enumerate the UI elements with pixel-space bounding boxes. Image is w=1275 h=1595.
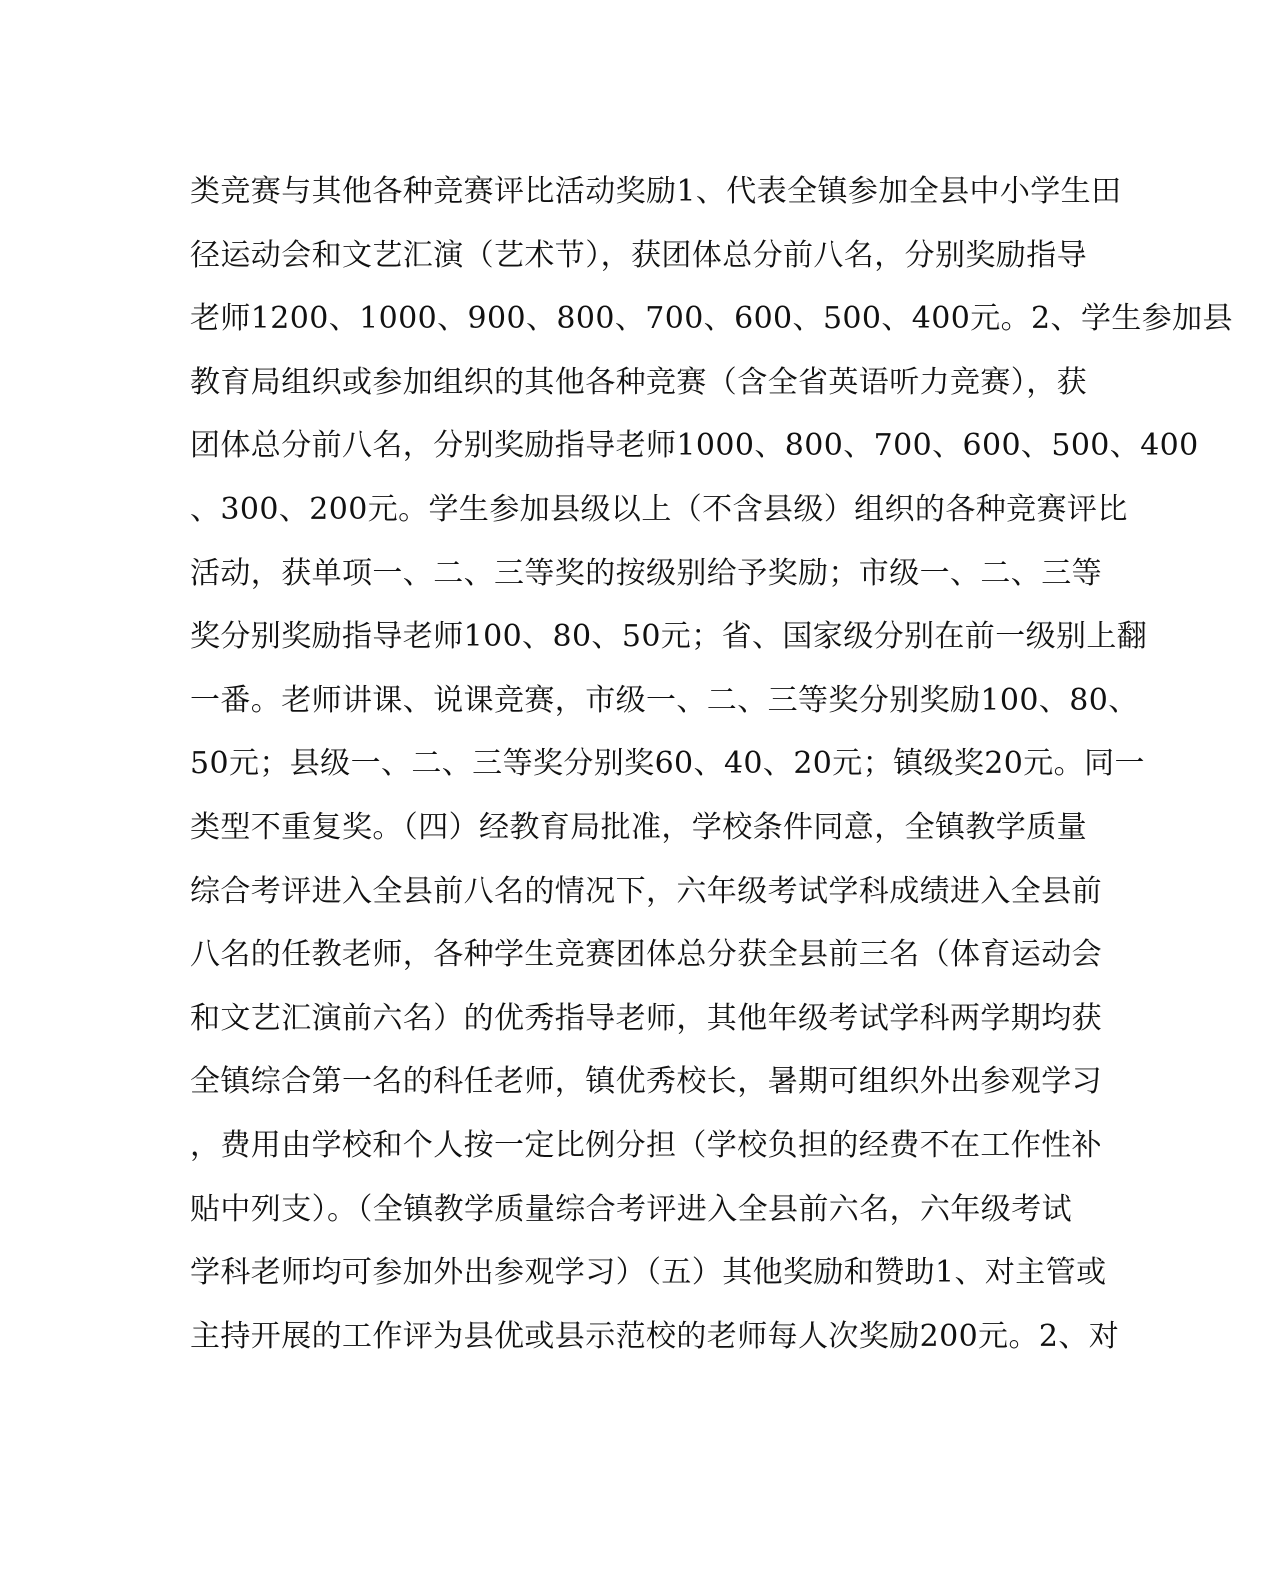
text-line: ，费用由学校和个人按一定比例分担（学校负担的经费不在工作性补 [190, 1127, 1102, 1163]
text-line: 贴中列支）。（全镇教学质量综合考评进入全县前六名，六年级考试 [190, 1191, 1072, 1227]
text-line: 教育局组织或参加组织的其他各种竞赛（含全省英语听力竞赛），获 [190, 364, 1087, 400]
text-line: 50元；县级一、二、三等奖分别奖60、40、20元；镇级奖20元。同一 [190, 746, 1145, 782]
text-line: 类型不重复奖。（四）经教育局批准，学校条件同意，全镇教学质量 [190, 809, 1087, 845]
text-line: 八名的任教老师，各种学生竞赛团体总分获全县前三名（体育运动会 [190, 937, 1102, 973]
text-line: 全镇综合第一名的科任老师，镇优秀校长，暑期可组织外出参观学习 [190, 1064, 1102, 1100]
document-body [190, 160, 1233, 1368]
text-line: 、300、200元。学生参加县级以上（不含县级）组织的各种竞赛评比 [190, 491, 1128, 527]
text-line: 和文艺汇演前六名）的优秀指导老师，其他年级考试学科两学期均获 [190, 1000, 1102, 1036]
text-line: 径运动会和文艺汇演（艺术节），获团体总分前八名，分别奖励指导 [190, 237, 1087, 273]
text-line: 学科老师均可参加外出参观学习）（五）其他奖励和赞助1、对主管或 [190, 1255, 1107, 1291]
text-line: 老师1200、1000、900、800、700、600、500、400元。2、学生参加县 [190, 301, 1233, 337]
text-line: 综合考评进入全县前八名的情况下，六年级考试学科成绩进入全县前 [190, 873, 1102, 909]
text-line: 活动，获单项一、二、三等奖的按级别给予奖励；市级一、二、三等 [190, 555, 1102, 591]
text-line: 主持开展的工作评为县优或县示范校的老师每人次奖励200元。2、对 [190, 1318, 1120, 1354]
text-line: 一番。老师讲课、说课竞赛，市级一、二、三等奖分别奖励100、80、 [190, 682, 1139, 718]
text-line: 类竞赛与其他各种竞赛评比活动奖励1、代表全镇参加全县中小学生田 [190, 174, 1122, 209]
text-line: 奖分别奖励指导老师100、80、50元；省、国家级分别在前一级别上翻 [190, 619, 1148, 655]
text-line: 团体总分前八名，分别奖励指导老师1000、800、700、600、500、400 [190, 428, 1199, 464]
